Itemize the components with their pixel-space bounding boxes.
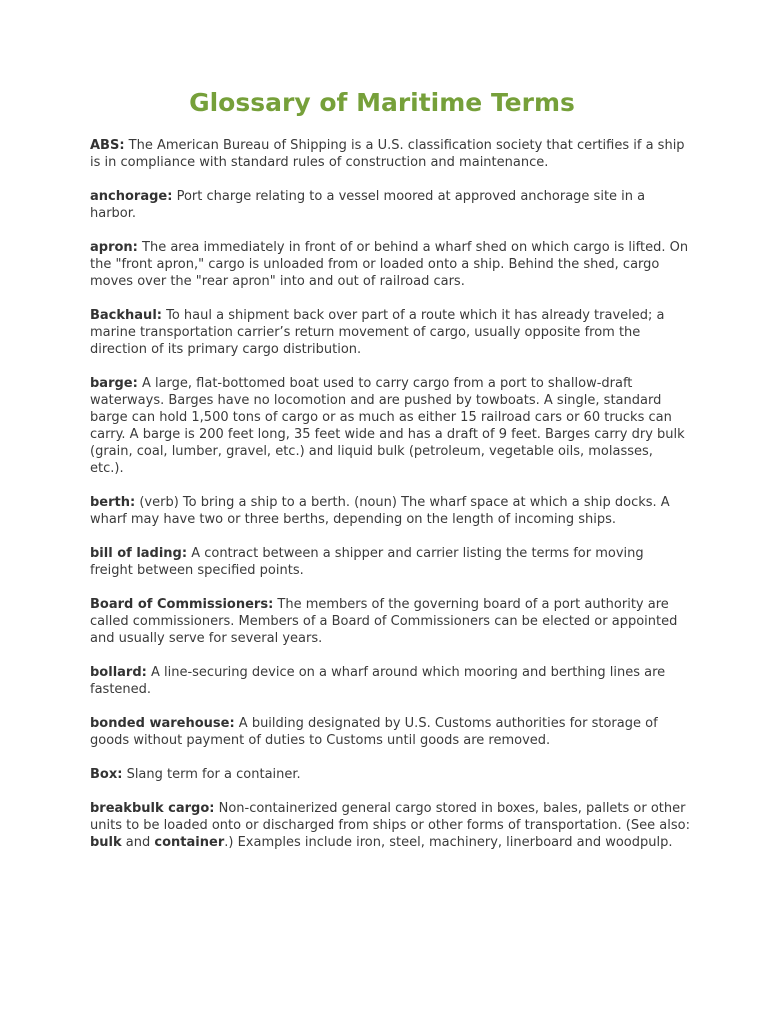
definition: To haul a shipment back over part of a route which it has already traveled; a marine transportation carrier’s return movement of cargo, usually opposite from the direction of its primary cargo distribution. (90, 308, 665, 357)
glossary-entry-breakbulk-cargo (90, 800, 690, 851)
definition: (verb) To bring a ship to a berth. (noun) The wharf space at which a ship docks. A wharf may have two or three berths, depending on the length of incoming ships. (90, 495, 670, 527)
glossary-entry-anchorage (90, 188, 690, 222)
term: Box: (90, 767, 123, 782)
glossary-entry-bollard (90, 664, 690, 698)
glossary-entry-board-of-commissioners (90, 596, 690, 647)
glossary-entry-berth (90, 494, 690, 528)
definition: A contract between a shipper and carrier listing the terms for moving freight between specified points. (90, 546, 644, 578)
term: breakbulk cargo: (90, 801, 215, 816)
glossary-entry-apron (90, 239, 690, 290)
definition: Port charge relating to a vessel moored at approved anchorage site in a harbor. (90, 189, 646, 221)
term: apron: (90, 240, 138, 255)
term: berth: (90, 495, 136, 510)
term: bollard: (90, 665, 147, 680)
definition: A line-securing device on a wharf around which mooring and berthing lines are fastened. (90, 665, 666, 697)
term: barge: (90, 376, 138, 391)
glossary-entry-box (90, 766, 690, 783)
glossary-entry-bonded-warehouse (90, 715, 690, 749)
term: Board of Commissioners: (90, 597, 274, 612)
definition: The American Bureau of Shipping is a U.S. classification society that certifies if a ship is in compliance with standard rules of construction and maintenance. (90, 138, 685, 170)
glossary-entry-bill-of-lading (90, 545, 690, 579)
glossary-entry-barge (90, 375, 690, 477)
term: bill of lading: (90, 546, 188, 561)
term: anchorage: (90, 189, 173, 204)
cross-reference-container: container (154, 835, 225, 850)
term: ABS: (90, 138, 125, 153)
glossary-entry-backhaul (90, 307, 690, 358)
definition-tail: .) Examples include iron, steel, machinery, linerboard and woodpulp. (224, 835, 673, 850)
definition-connector: and (121, 835, 155, 850)
term: bonded warehouse: (90, 716, 235, 731)
term: Backhaul: (90, 308, 162, 323)
definition: The members of the governing board of a port authority are called commissioners. Members of a Board of Commissioners can be elected or appointed and usually serve for several years. (90, 597, 678, 646)
glossary-page (90, 88, 690, 868)
glossary-entry-abs (90, 137, 690, 171)
definition: Slang term for a container. (122, 767, 301, 782)
definition: A building designated by U.S. Customs authorities for storage of goods without payment of duties to Customs until goods are removed. (90, 716, 658, 748)
cross-reference-bulk: bulk (90, 835, 122, 850)
page-title: Glossary of Maritime Terms (189, 88, 575, 117)
definition: The area immediately in front of or behind a wharf shed on which cargo is lifted. On the "front apron," cargo is unloaded from or loaded onto a ship. Behind the shed, cargo moves over the "rear apron" into and out of railroad cars. (90, 240, 689, 289)
definition: Non-containerized general cargo stored in boxes, bales, pallets or other units to be loaded onto or discharged from ships or other forms of transportation. (See also: (90, 801, 690, 833)
definition: A large, flat-bottomed boat used to carry cargo from a port to shallow-draft waterways. Barges have no locomotion and are pushed by towboats. A single, standard barge can hold 1,500 tons of cargo or as much as either 15 railroad cars or 60 trucks can carry. A barge is 200 feet long, 35 feet wide and has a draft of 9 feet. Barges carry dry bulk (grain, coal, lumber, gravel, etc.) and liquid bulk (petroleum, vegetable oils, molasses, etc.). (90, 376, 685, 476)
